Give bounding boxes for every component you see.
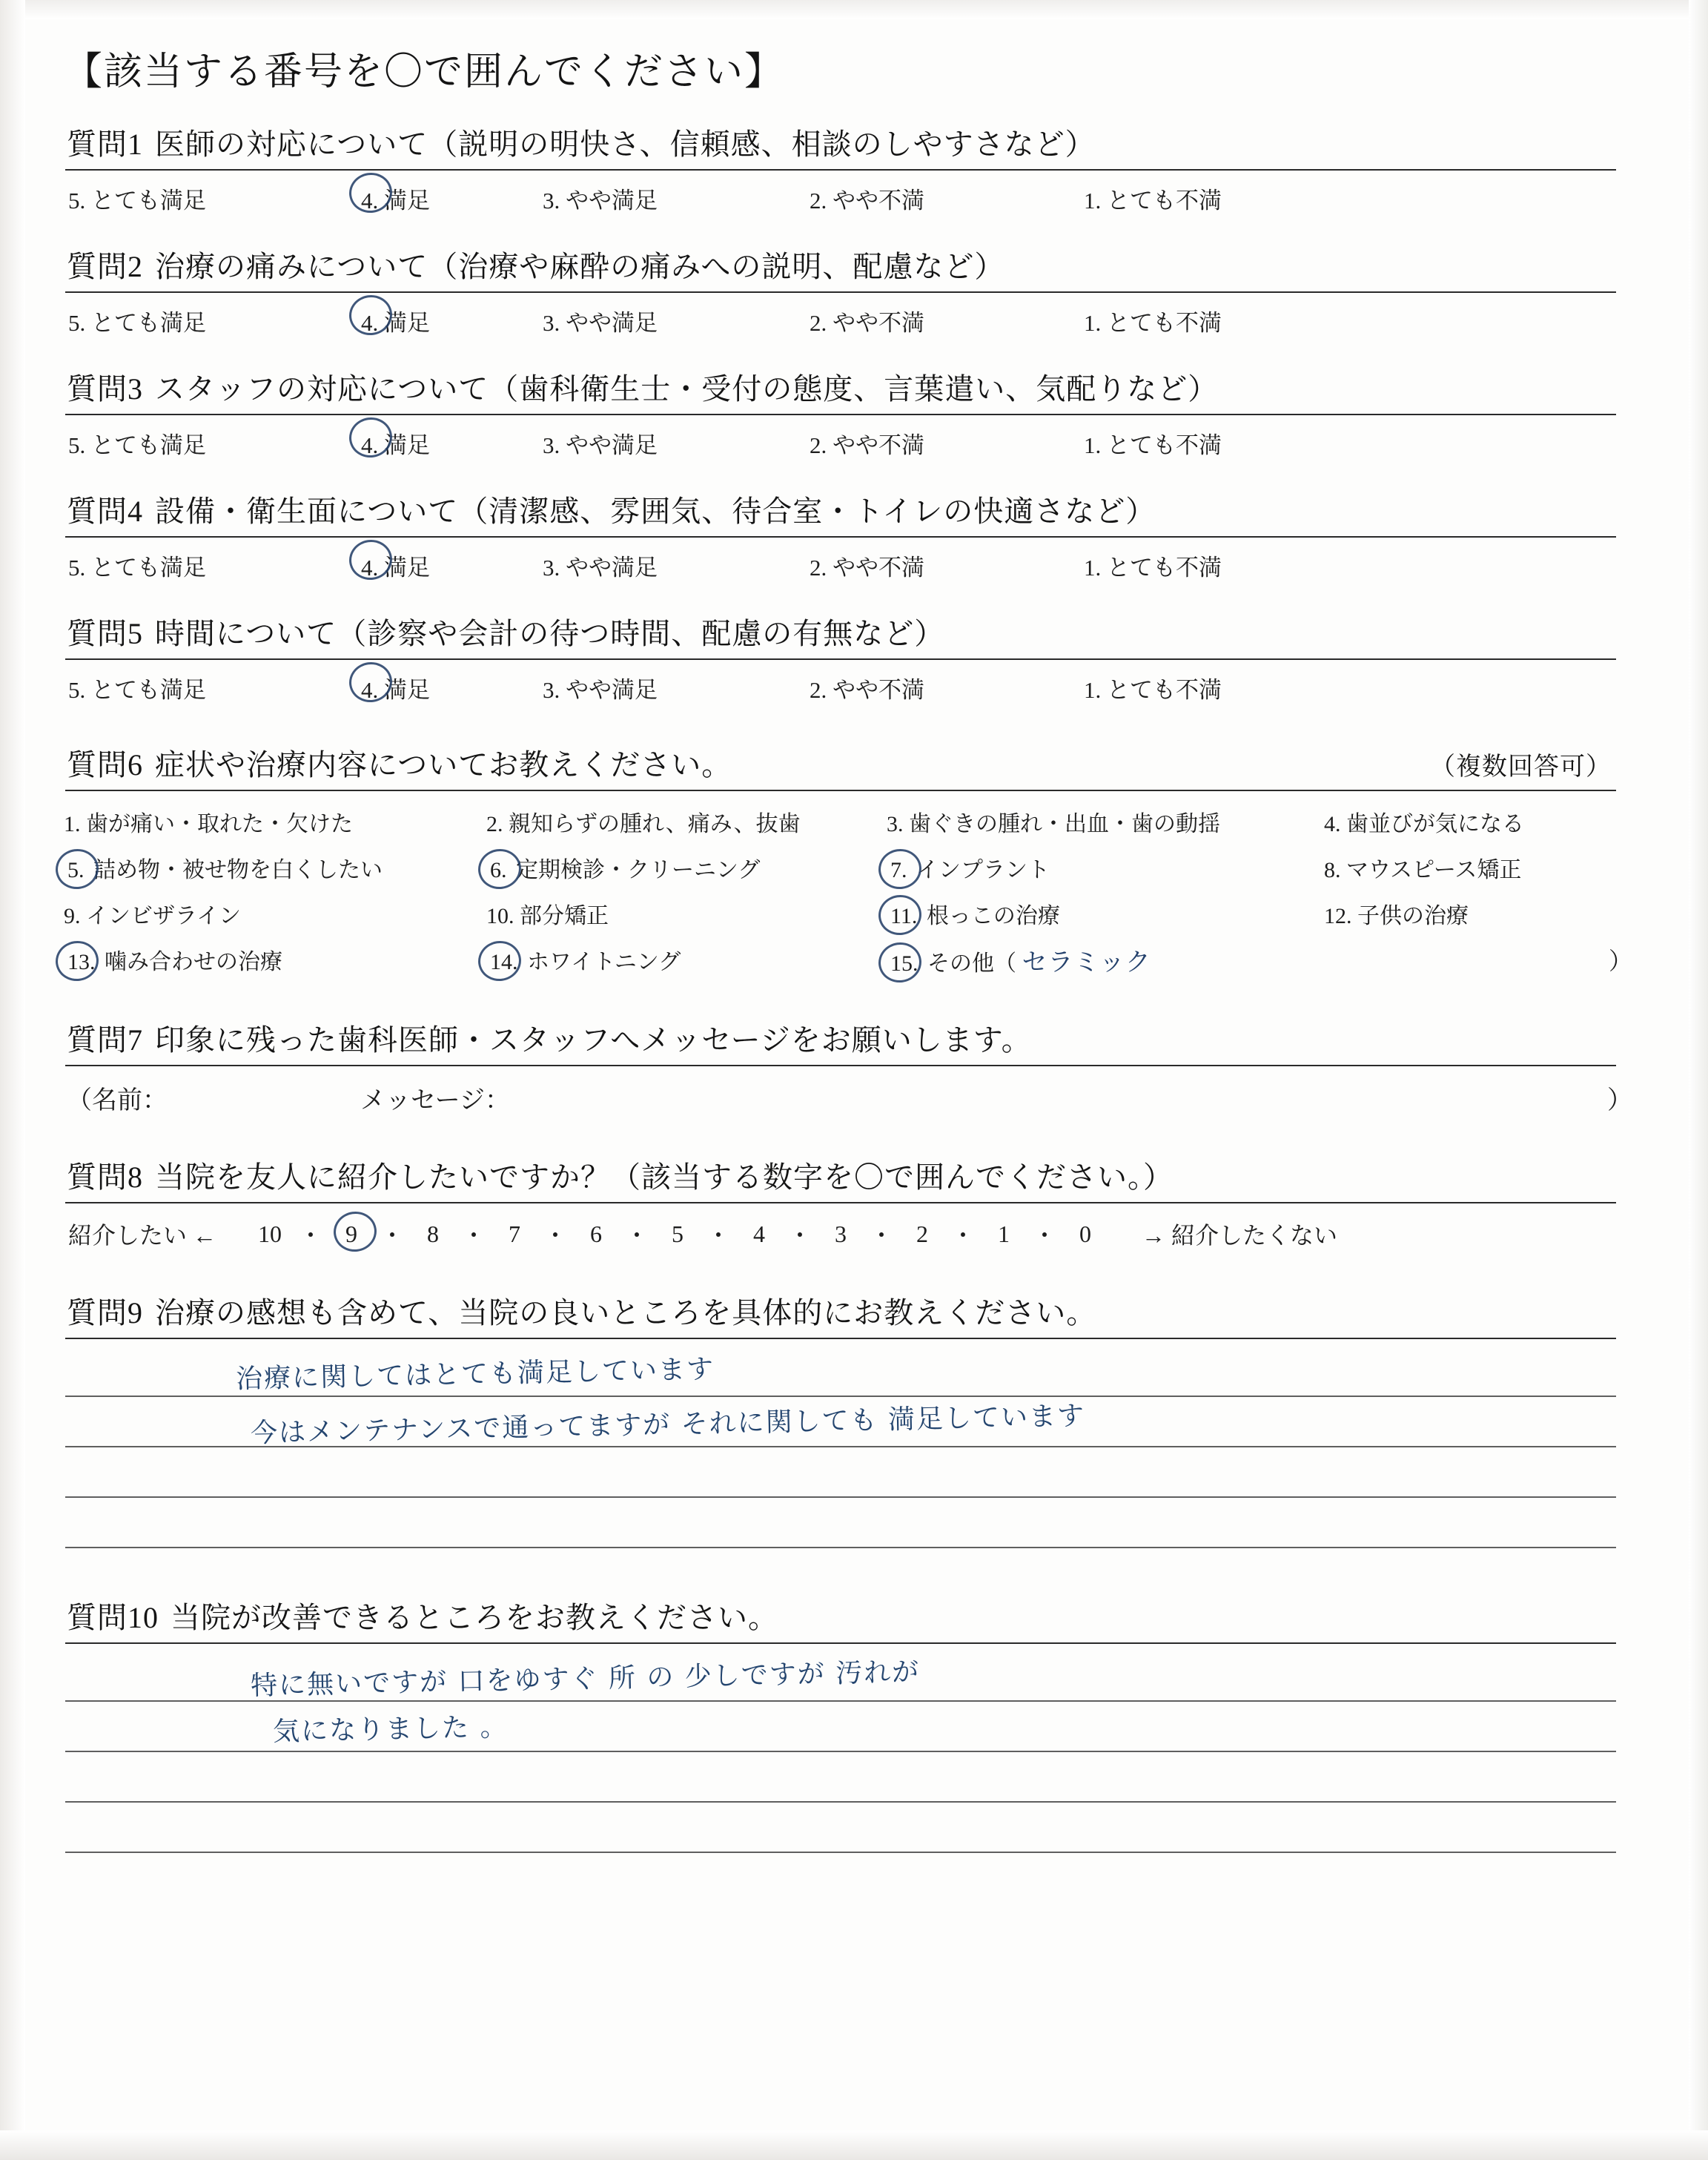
question-1-scale: [64, 171, 1643, 218]
survey-content: [64, 40, 1643, 1868]
q6-option-1[interactable]: [64, 805, 486, 838]
q6-other-handwriting: セラミック: [1022, 947, 1151, 977]
q6-option-6[interactable]: [486, 851, 887, 884]
q8-number-5[interactable]: 5: [672, 1220, 684, 1247]
question-8-text: [64, 1154, 1643, 1196]
question-9-answer-area[interactable]: [64, 1339, 1643, 1548]
q1-selected-mark: 4. 満足: [357, 182, 434, 215]
q8-sep: ・: [625, 1222, 649, 1249]
q1-option-4[interactable]: [357, 182, 543, 215]
question-8-body: 当院を友人に紹介したいですか？（該当する数字を〇で囲んでください。）: [155, 1160, 1174, 1194]
q9-answer-line-2: 今はメンテナンスで通ってますが それに関しても 満足しています: [250, 1401, 1086, 1449]
q6-option-5-num: 5.: [64, 858, 88, 883]
q6-option-14-num: 14.: [486, 950, 522, 975]
question-7-fields: [64, 1066, 1643, 1120]
question-2-text: [64, 243, 1643, 285]
question-block-3: [64, 366, 1643, 463]
q6-option-10-text: 部分矯正: [520, 904, 609, 928]
q1-option-5[interactable]: 5. とても満足: [68, 187, 206, 214]
question-10-label: 質問10: [67, 1601, 159, 1634]
q8-sep: ・: [870, 1222, 894, 1249]
q6-option-2[interactable]: [486, 805, 887, 838]
q3-option-5[interactable]: 5. とても満足: [68, 432, 206, 458]
q2-option-2[interactable]: 2. やや不満: [810, 309, 924, 336]
question-block-5: [64, 610, 1643, 707]
q5-option-3[interactable]: 3. やや満足: [543, 676, 658, 703]
question-10-text: [64, 1594, 1643, 1636]
q8-number-2[interactable]: 2: [916, 1220, 929, 1247]
q7-name-label: （名前：: [67, 1086, 168, 1114]
q8-selected-mark: 9: [342, 1221, 361, 1248]
q8-sep: ・: [788, 1222, 812, 1249]
q6-option-4[interactable]: [1324, 805, 1621, 838]
q5-option-2[interactable]: 2. やや不満: [810, 676, 924, 703]
q9-answer-line-1: 治療に関してはとても満足しています: [235, 1354, 715, 1395]
q6-option-13[interactable]: [64, 943, 486, 976]
q8-number-list: [242, 1217, 1113, 1251]
question-8-scale: [64, 1203, 1643, 1255]
q8-sep: ・: [951, 1222, 976, 1249]
q2-option-4[interactable]: [357, 304, 543, 337]
question-10-answer-area[interactable]: [64, 1644, 1643, 1853]
question-6-body: 症状や治療内容についてお教えください。: [155, 748, 732, 782]
q8-sep: ・: [1033, 1222, 1057, 1249]
question-4-body: 設備・衛生面について（清潔感、雰囲気、待合室・トイレの快適さなど）: [155, 495, 1156, 528]
q6-option-11-num: 11.: [887, 904, 921, 929]
q10-answer-line-2: 気になりました 。: [272, 1711, 509, 1748]
q6-option-2-num: 2.: [486, 812, 503, 836]
question-3-label: 質問3: [67, 372, 143, 406]
q6-option-12[interactable]: [1324, 897, 1621, 930]
q6-option-9-text: インビザライン: [86, 904, 242, 928]
q6-option-8-text: マウスピース矯正: [1346, 858, 1522, 882]
question-6-note: （複数回答可）: [1430, 753, 1612, 781]
question-7-label: 質問7: [67, 1023, 143, 1057]
q8-number-10[interactable]: 10: [258, 1220, 282, 1247]
question-3-scale: [64, 415, 1643, 463]
question-2-body: 治療の痛みについて（治療や麻酔の痛みへの説明、配慮など）: [155, 250, 1005, 283]
scan-edge-left: [0, 0, 25, 2160]
question-block-4: [64, 488, 1643, 585]
question-3-body: スタッフの対応について（歯科衛生士・受付の態度、言葉遣い、気配りなど）: [155, 372, 1219, 406]
q6-option-4-num: 4.: [1324, 812, 1341, 836]
answer-line[interactable]: [65, 1347, 1616, 1397]
q8-number-7[interactable]: 7: [509, 1220, 521, 1247]
question-1-label: 質問1: [67, 128, 143, 161]
q4-option-2[interactable]: 2. やや不満: [810, 554, 924, 581]
q8-right-label: → 紹介したくない: [1142, 1222, 1338, 1249]
q6-option-row: [64, 937, 1643, 982]
question-5-text: [64, 610, 1643, 653]
q6-option-3-num: 3.: [887, 812, 904, 836]
question-2-label: 質問2: [67, 250, 143, 283]
q1-option-1[interactable]: 1. とても不満: [1084, 187, 1222, 214]
q5-option-5[interactable]: 5. とても満足: [68, 676, 206, 703]
answer-line[interactable]: [65, 1651, 1616, 1702]
q6-option-8[interactable]: [1324, 851, 1621, 884]
q8-left-label: 紹介したい ←: [68, 1222, 217, 1249]
q4-option-1[interactable]: 1. とても不満: [1084, 554, 1222, 581]
scan-edge-right: [1689, 0, 1708, 2160]
question-10-body: 当院が改善できるところをお教えください。: [171, 1601, 778, 1634]
answer-line[interactable]: [65, 1752, 1616, 1803]
q6-option-12-num: 12.: [1324, 904, 1352, 928]
q6-option-5-text: 詰め物・被せ物を白くしたい: [93, 858, 383, 882]
question-4-text: [64, 488, 1643, 530]
answer-line[interactable]: [65, 1803, 1616, 1853]
question-4-label: 質問4: [67, 495, 143, 528]
q6-option-7[interactable]: [887, 851, 1324, 884]
q6-option-10-num: 10.: [486, 904, 514, 928]
q8-number-6[interactable]: 6: [590, 1220, 603, 1247]
question-4-scale: [64, 538, 1643, 585]
q8-number-8[interactable]: 8: [427, 1220, 440, 1247]
q6-option-12-text: 子供の治療: [1357, 904, 1469, 928]
q5-option-1[interactable]: 1. とても不満: [1084, 676, 1222, 703]
q6-option-14-text: ホワイトニング: [527, 950, 681, 974]
q6-option-7-text: インプラント: [916, 858, 1050, 882]
question-block-1: [64, 121, 1643, 218]
q8-sep: ・: [462, 1222, 486, 1249]
question-8-label: 質問8: [67, 1160, 143, 1194]
q6-option-15[interactable]: [887, 942, 1151, 978]
q6-option-9-num: 9.: [64, 904, 81, 928]
question-7-text: [64, 1017, 1643, 1059]
q7-close-paren: ）: [1607, 1086, 1632, 1114]
q4-selected-mark: 4. 満足: [357, 549, 434, 582]
answer-line[interactable]: [65, 1447, 1616, 1498]
question-1-text: [64, 121, 1643, 163]
question-2-scale: [64, 293, 1643, 340]
q6-option-15-num: 15.: [887, 951, 922, 977]
question-block-10: [64, 1594, 1643, 1853]
q3-option-4[interactable]: [357, 426, 543, 460]
answer-line[interactable]: [65, 1702, 1616, 1752]
q8-number-0[interactable]: 0: [1079, 1220, 1092, 1247]
q8-sep: ・: [299, 1222, 323, 1249]
scan-edge-top: [0, 0, 1708, 19]
q6-option-10[interactable]: [486, 897, 887, 930]
q1-option-3[interactable]: 3. やや満足: [543, 187, 658, 214]
q5-option-4[interactable]: [357, 671, 543, 704]
q2-option-1[interactable]: 1. とても不満: [1084, 309, 1222, 336]
q6-option-11-text: 根っこの治療: [926, 904, 1060, 928]
question-7-body: 印象に残った歯科医師・スタッフへメッセージをお願いします。: [155, 1023, 1032, 1057]
question-6-label: 質問6: [67, 748, 143, 782]
q6-option-6-num: 6.: [486, 858, 511, 883]
q6-option-1-text: 歯が痛い・取れた・欠けた: [86, 812, 353, 836]
q6-option-11[interactable]: [887, 897, 1324, 930]
q4-option-3[interactable]: 3. やや満足: [543, 554, 658, 581]
q1-option-2[interactable]: 2. やや不満: [810, 187, 924, 214]
q6-option-14[interactable]: [486, 943, 887, 976]
question-block-7: [64, 1017, 1643, 1120]
question-9-label: 質問9: [67, 1296, 143, 1330]
question-block-9: [64, 1289, 1643, 1548]
q8-sep: ・: [706, 1222, 731, 1249]
question-9-text: [64, 1289, 1643, 1332]
question-6-options: [64, 791, 1643, 982]
q8-number-4[interactable]: 4: [753, 1220, 766, 1247]
q3-option-3[interactable]: 3. やや満足: [543, 432, 658, 458]
q6-option-9[interactable]: [64, 897, 486, 930]
question-5-scale: [64, 660, 1643, 707]
q3-option-1[interactable]: 1. とても不満: [1084, 432, 1222, 458]
answer-line[interactable]: [65, 1498, 1616, 1548]
q6-option-2-text: 親知らずの腫れ、痛み、抜歯: [509, 812, 801, 836]
q6-option-6-text: 定期検診・クリーニング: [516, 858, 761, 882]
q6-option-3-text: 歯ぐきの腫れ・出血・歯の動揺: [909, 812, 1220, 836]
q6-option-5[interactable]: [64, 851, 486, 884]
q6-option-7-num: 7.: [887, 858, 911, 883]
q8-sep: ・: [380, 1222, 405, 1249]
q6-option-row: [64, 799, 1643, 845]
question-3-text: [64, 366, 1643, 408]
q6-option-15-text: その他（: [927, 951, 1016, 976]
q8-number-9[interactable]: [323, 1221, 380, 1248]
q6-other-close-paren: ）: [1608, 948, 1632, 974]
question-6-text: [64, 742, 1618, 784]
answer-line[interactable]: [65, 1397, 1616, 1447]
q2-selected-mark: 4. 満足: [357, 304, 434, 337]
q2-option-3[interactable]: 3. やや満足: [543, 309, 658, 336]
q8-number-3[interactable]: 3: [835, 1220, 847, 1247]
question-block-2: [64, 243, 1643, 340]
question-block-6: [64, 742, 1643, 982]
q6-option-8-num: 8.: [1324, 858, 1341, 882]
q4-option-5[interactable]: 5. とても満足: [68, 554, 206, 581]
question-1-body: 医師の対応について（説明の明快さ、信頼感、相談のしやすさなど）: [155, 128, 1096, 161]
page-title: 【該当する番号を〇で囲んでください】: [64, 51, 785, 93]
q6-option-13-num: 13.: [64, 950, 99, 975]
scan-edge-bottom: [0, 2130, 1708, 2160]
q6-option-13-text: 噛み合わせの治療: [105, 950, 282, 974]
q6-option-1-num: 1.: [64, 812, 81, 836]
q3-option-2[interactable]: 2. やや不満: [810, 432, 924, 458]
q4-option-4[interactable]: [357, 549, 543, 582]
q10-answer-line-1: 特に無いですが 口をゆすぐ 所 の 少しですが 汚れが: [250, 1657, 921, 1702]
question-5-body: 時間について（診察や会計の待つ時間、配慮の有無など）: [155, 617, 945, 650]
q7-message-label[interactable]: メッセージ：: [360, 1086, 510, 1114]
question-9-body: 治療の感想も含めて、当院の良いところを具体的にお教えください。: [155, 1296, 1097, 1330]
question-block-8: [64, 1154, 1643, 1255]
q3-selected-mark: 4. 満足: [357, 426, 434, 460]
q6-option-row: [64, 891, 1643, 937]
q5-selected-mark: 4. 満足: [357, 671, 434, 704]
q8-number-1[interactable]: 1: [998, 1220, 1010, 1247]
question-5-label: 質問5: [67, 617, 143, 650]
q6-option-3[interactable]: [887, 805, 1324, 838]
q2-option-5[interactable]: 5. とても満足: [68, 309, 206, 336]
q8-sep: ・: [543, 1222, 568, 1249]
q6-option-4-text: 歯並びが気になる: [1346, 812, 1524, 836]
q6-option-row: [64, 845, 1643, 891]
